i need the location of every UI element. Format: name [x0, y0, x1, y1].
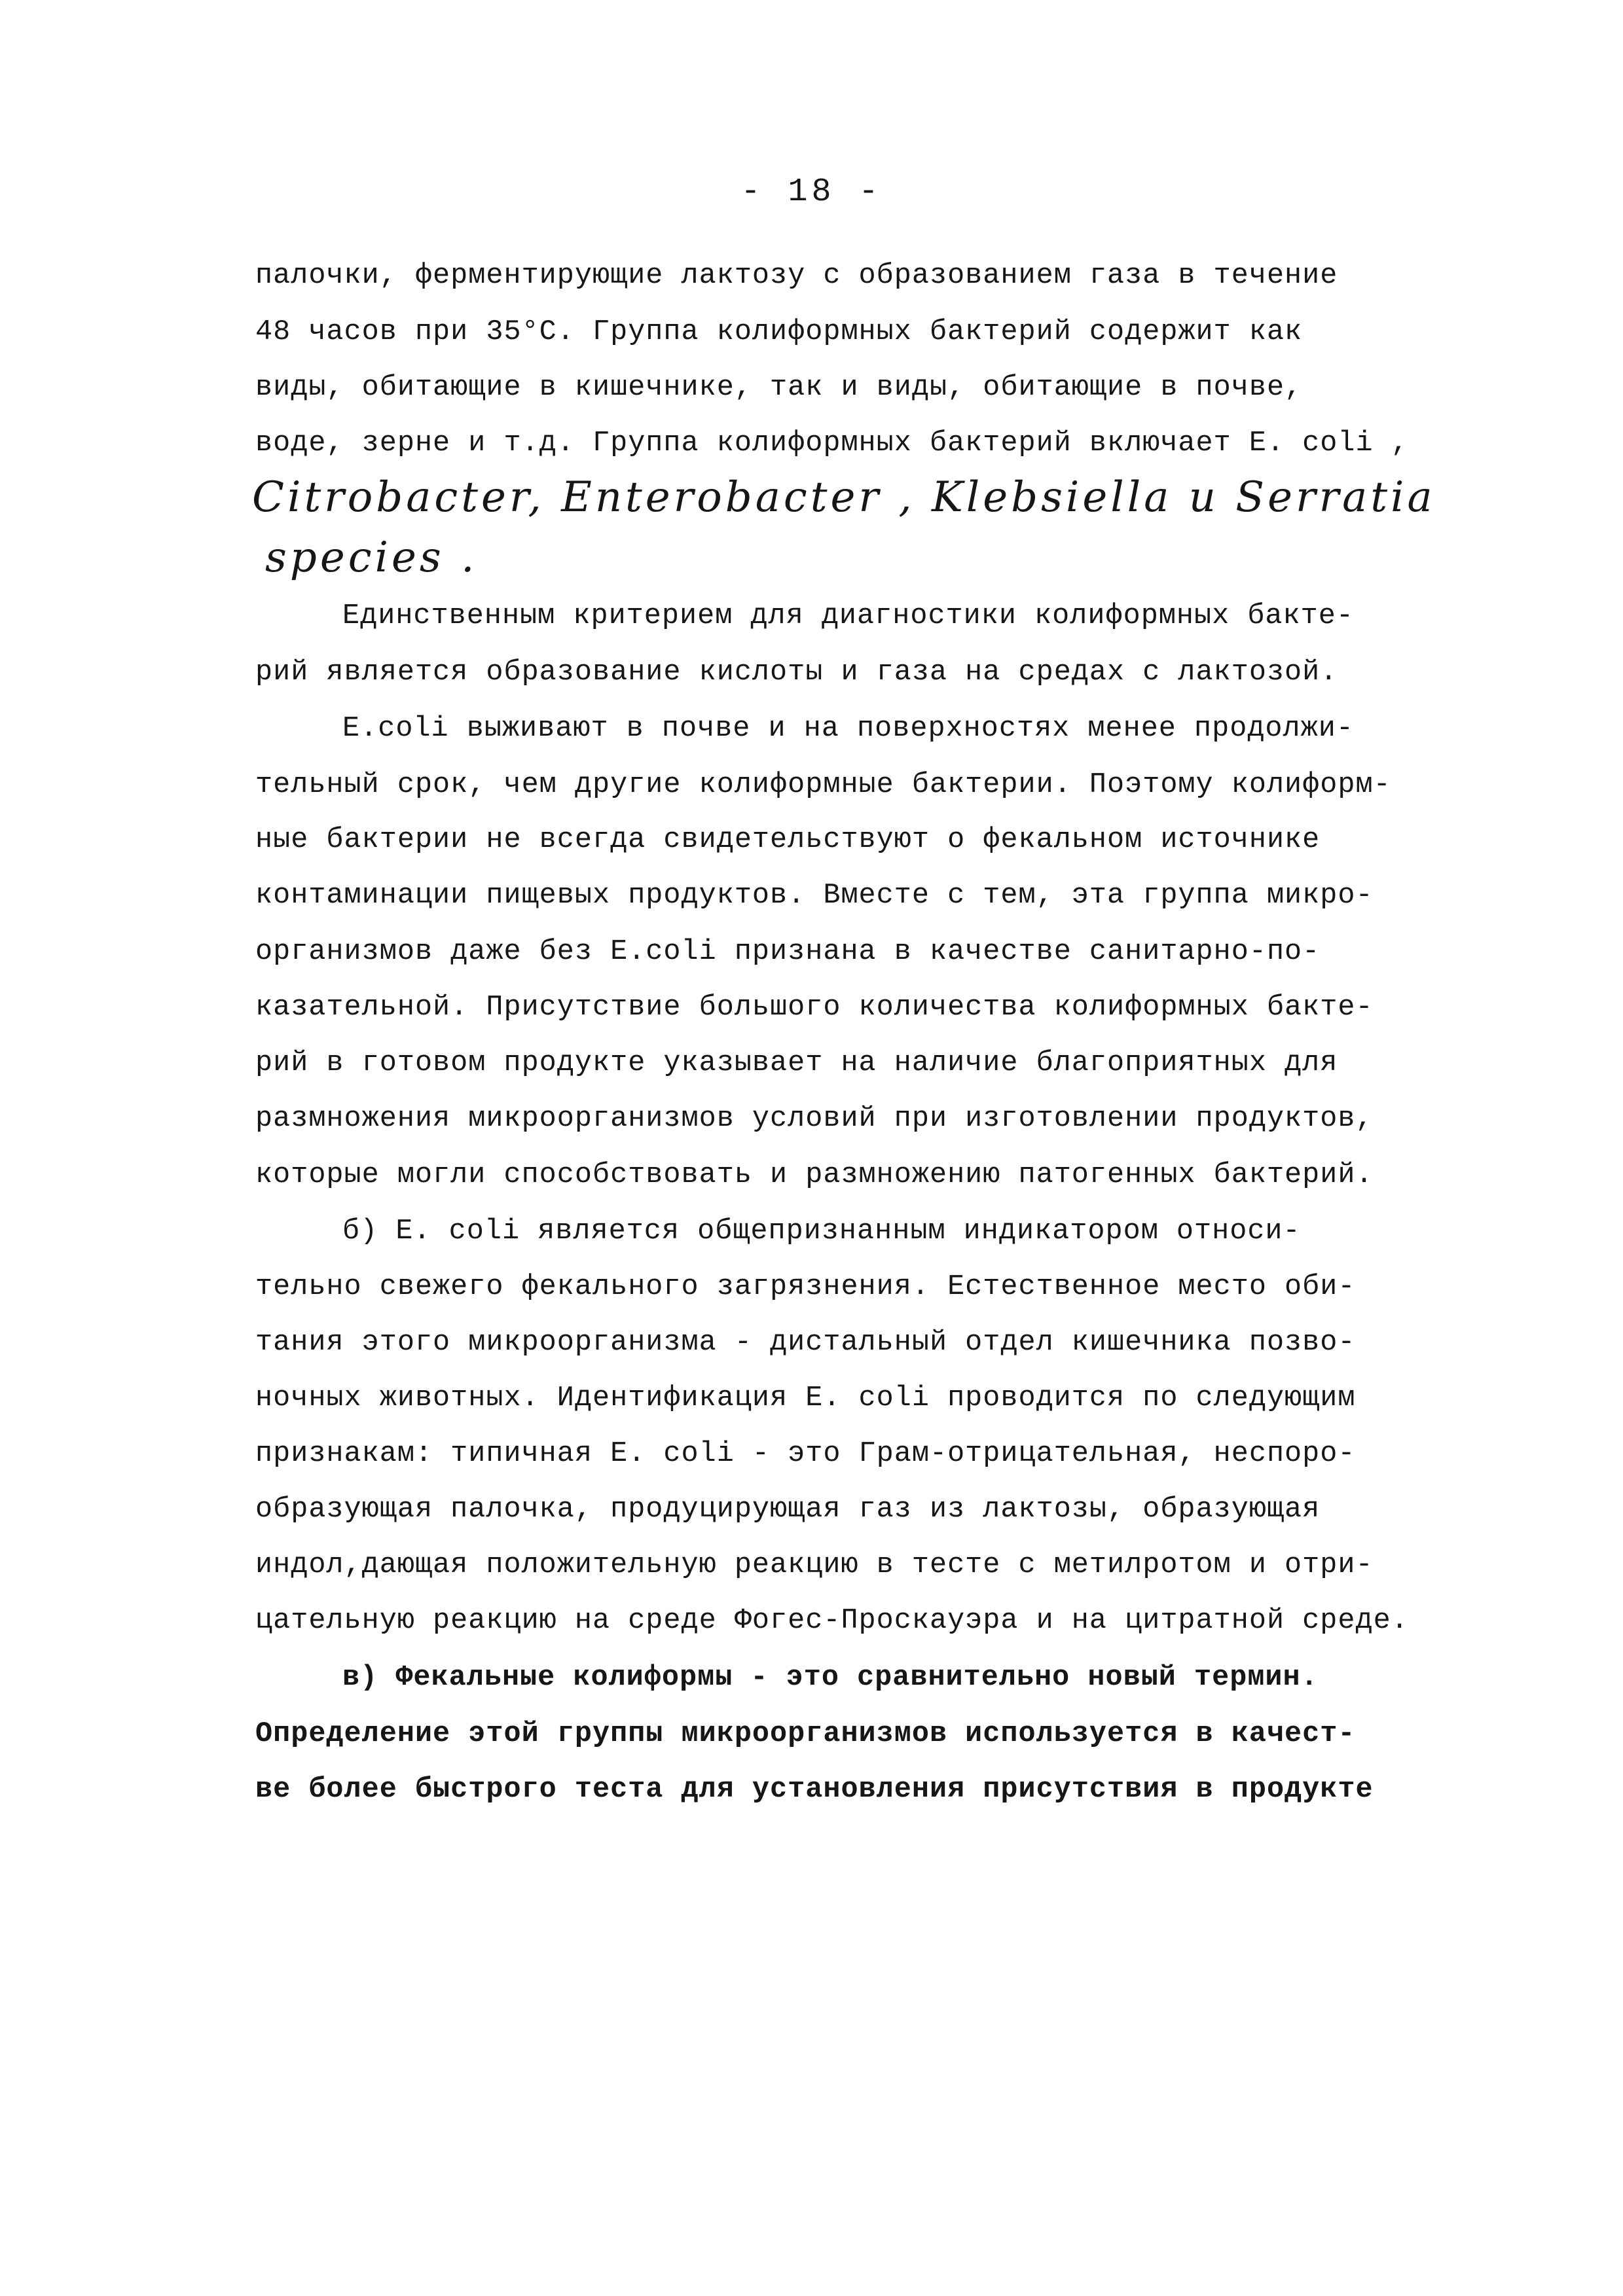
text-line: виды, обитающие в кишечнике, так и виды, обитающие в почве,: [255, 372, 1303, 404]
text-line: индол,дающая положительную реакцию в тесте с метилротом и отри-: [255, 1549, 1374, 1581]
text-line: тельный срок, чем другие колиформные бактерии. Поэтому колиформ-: [255, 769, 1391, 801]
text-line: Определение этой группы микроорганизмов используется в качест-: [255, 1718, 1356, 1750]
text-line: цательную реакцию на среде Фогес-Проскауэра и на цитратной среде.: [255, 1605, 1409, 1637]
text-line: рий в готовом продукте указывает на наличие благоприятных для: [255, 1047, 1338, 1079]
text-line: признакам: типичная E. coli - это Грам-отрицательная, неспоро-: [255, 1438, 1356, 1470]
text-line: ве более быстрого теста для установления присутствия в продукте: [255, 1774, 1374, 1806]
handwritten-line: species .: [265, 533, 478, 582]
text-line: б) E. coli является общепризнанным индикатором относи-: [342, 1215, 1301, 1247]
text-line: контаминации пищевых продуктов. Вместе с тем, эта группа микро-: [255, 880, 1374, 912]
page-number: - 18 -: [740, 173, 883, 211]
text-line: тельно свежего фекального загрязнения. Естественное место оби-: [255, 1271, 1356, 1303]
text-line: образующая палочка, продуцирующая газ из лактозы, образующая: [255, 1494, 1321, 1526]
handwritten-line: Citrobacter, Enterobacter , Klebsiella и Serratia: [252, 473, 1436, 522]
text-line: воде, зерне и т.д. Группа колиформных бактерий включает E. coli ,: [255, 427, 1409, 459]
text-line: казательной. Присутствие большого количества колиформных бакте-: [255, 992, 1374, 1024]
text-line: размножения микроорганизмов условий при изготовлении продуктов,: [255, 1103, 1374, 1135]
text-line: рий является образование кислоты и газа на средах с лактозой.: [255, 656, 1338, 689]
text-line: в) Фекальные колиформы - это сравнительно новый термин.: [342, 1662, 1319, 1694]
text-line: тания этого микроорганизма - дистальный отдел кишечника позво-: [255, 1327, 1356, 1359]
text-line: палочки, ферментирующие лактозу с образованием газа в течение: [255, 260, 1338, 292]
text-line: организмов даже без E.coli признана в качестве санитарно-по-: [255, 936, 1321, 968]
text-line: ные бактерии не всегда свидетельствуют о фекальном источнике: [255, 824, 1321, 856]
text-line: ночных животных. Идентификация E. coli проводится по следующим: [255, 1382, 1356, 1414]
text-line: Единственным критерием для диагностики колиформных бакте-: [342, 600, 1354, 632]
text-line: которые могли способствовать и размножению патогенных бактерий.: [255, 1159, 1374, 1191]
text-line: 48 часов при 35°С. Группа колиформных бактерий содержит как: [255, 316, 1303, 348]
text-line: E.coli выживают в почве и на поверхностях менее продолжи-: [342, 713, 1354, 745]
